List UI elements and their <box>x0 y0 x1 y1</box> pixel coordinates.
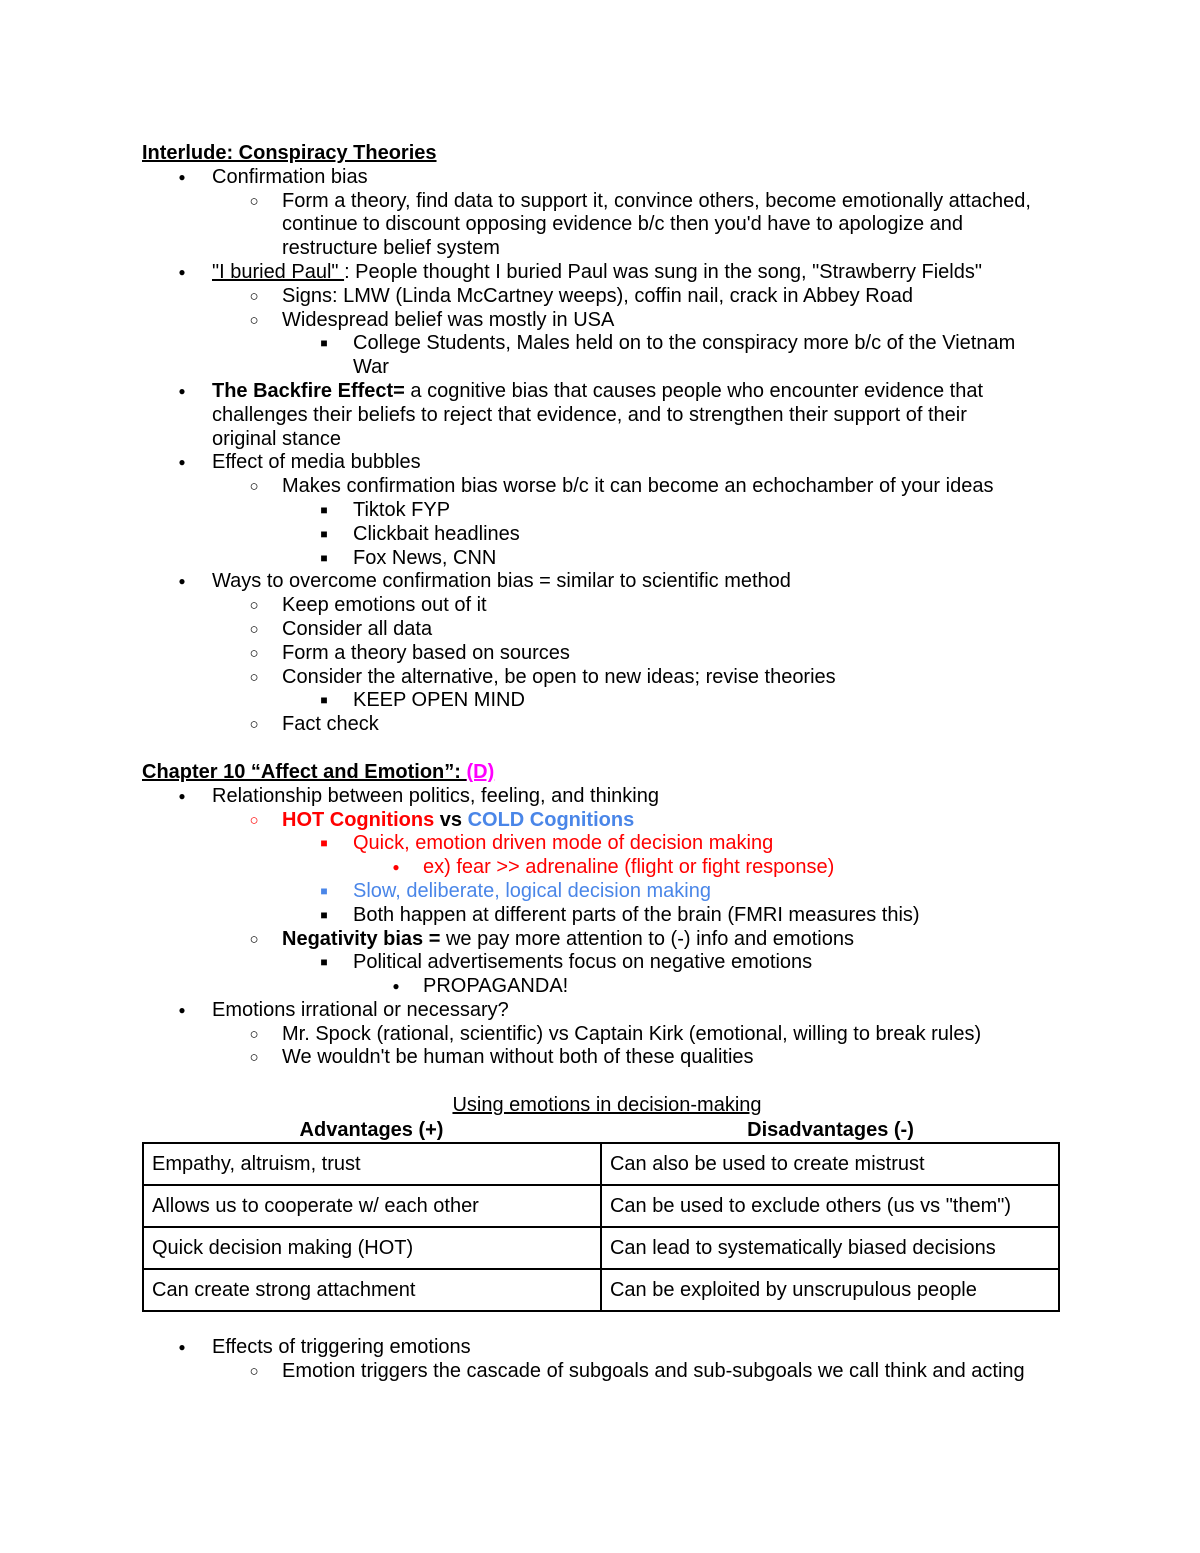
bullet-square-icon: ■ <box>320 836 328 851</box>
bullet-circle-icon: ○ <box>249 1049 259 1067</box>
table-row <box>143 1227 1059 1269</box>
bullet-dot-icon: ● <box>392 860 400 875</box>
table-column-headers <box>142 1118 1060 1142</box>
table-cell-disadvantage: Can be exploited by unscrupulous people <box>601 1269 1059 1311</box>
table-row <box>143 1269 1059 1311</box>
list-item: ○ Form a theory, find data to support it, convince others, become emotionally attached, <box>142 190 1072 214</box>
bullet-dot-icon: ● <box>178 1002 186 1017</box>
emotions-table <box>142 1142 1060 1312</box>
list-item: ■ KEEP OPEN MIND <box>142 689 1072 713</box>
bullet-square-icon: ■ <box>320 955 328 970</box>
list-item: ○ Negativity bias = we pay more attention to (-) info and emotions <box>142 928 1072 952</box>
table-cell-disadvantage: Can also be used to create mistrust <box>601 1143 1059 1185</box>
bullet-dot-icon: ● <box>178 574 186 589</box>
list-item: ○ Consider the alternative, be open to new ideas; revise theories <box>142 666 1072 690</box>
list-item: ● Relationship between politics, feeling, and thinking <box>142 785 1072 809</box>
list-item: ○ Consider all data <box>142 618 1072 642</box>
list-item: ■ Quick, emotion driven mode of decision making <box>142 832 1072 856</box>
bullet-circle-icon: ○ <box>249 620 259 638</box>
column-header-advantages: Advantages (+) <box>299 1119 444 1142</box>
spacer <box>142 1312 1072 1336</box>
bullet-square-icon: ■ <box>320 526 328 541</box>
cold-cognitions-term: COLD Cognitions <box>467 808 635 831</box>
bullet-circle-icon: ○ <box>249 644 259 662</box>
list-item: ■ Political advertisements focus on negative emotions <box>142 951 1072 975</box>
list-item: ● Effect of media bubbles <box>142 451 1072 475</box>
bullet-dot-icon: ● <box>178 1340 186 1355</box>
list-item-continuation: challenges their beliefs to reject that evidence, and to strengthen their support of their <box>212 403 967 426</box>
hot-cognitions-term: HOT Cognitions <box>282 808 435 831</box>
bullet-dot-icon: ● <box>178 169 186 184</box>
list-item: ○ Makes confirmation bias worse b/c it can become an echochamber of your ideas <box>142 475 1072 499</box>
section-heading-conspiracy: Interlude: Conspiracy Theories <box>142 142 437 164</box>
bullet-circle-icon: ○ <box>249 287 259 305</box>
bullet-square-icon: ■ <box>320 693 328 708</box>
list-item: ○ HOT Cognitions vs COLD Cognitions <box>142 809 1072 833</box>
bullet-square-icon: ■ <box>320 883 328 898</box>
bullet-circle-icon: ○ <box>249 311 259 329</box>
list-item-continuation: continue to discount opposing evidence b/c then you'd have to apologize and <box>282 213 963 236</box>
bullet-square-icon: ■ <box>320 502 328 517</box>
list-item: ■ Slow, deliberate, logical decision making <box>142 880 1072 904</box>
list-item-continuation: restructure belief system <box>282 237 500 260</box>
list-item-continuation: original stance <box>212 427 341 450</box>
bullet-dot-icon: ● <box>178 383 186 398</box>
bullet-dot-icon: ● <box>392 979 400 994</box>
backfire-term: The Backfire Effect= <box>212 379 405 402</box>
list-item: ● Confirmation bias <box>142 166 1072 190</box>
list-item: ● Ways to overcome confirmation bias = similar to scientific method <box>142 570 1072 594</box>
bullet-dot-icon: ● <box>178 264 186 279</box>
list-item: ● Effects of triggering emotions <box>142 1336 1072 1360</box>
list-item: ○ Mr. Spock (rational, scientific) vs Captain Kirk (emotional, willing to break rules) <box>142 1023 1072 1047</box>
list-item-continuation: War <box>353 356 389 379</box>
list-item: ○ Form a theory based on sources <box>142 642 1072 666</box>
table-row <box>143 1143 1059 1185</box>
table-cell-advantage: Quick decision making (HOT) <box>143 1227 601 1269</box>
list-item: ● "I buried Paul" : People thought I buried Paul was sung in the song, "Strawberry Fields" <box>142 261 1072 285</box>
document-content <box>142 142 1072 1384</box>
list-item: ● The Backfire Effect= a cognitive bias that causes people who encounter evidence that <box>142 380 1072 404</box>
bullet-circle-icon: ○ <box>249 597 259 615</box>
bullet-square-icon: ■ <box>320 336 328 351</box>
bullet-circle-icon: ○ <box>249 478 259 496</box>
list-item: ● ex) fear >> adrenaline (flight or fight response) <box>142 856 1072 880</box>
table-caption: Using emotions in decision-making <box>452 1094 762 1117</box>
buried-paul-term: "I buried Paul" <box>212 260 345 283</box>
bullet-circle-icon: ○ <box>249 1025 259 1043</box>
list-item: ■ College Students, Males held on to the conspiracy more b/c of the Vietnam <box>142 332 1072 356</box>
table-row <box>143 1185 1059 1227</box>
bullet-circle-icon: ○ <box>249 930 259 948</box>
bullet-square-icon: ■ <box>320 550 328 565</box>
list-item: ■ Tiktok FYP <box>142 499 1072 523</box>
negativity-bias-term: Negativity bias = <box>282 927 441 950</box>
table-cell-advantage: Can create strong attachment <box>143 1269 601 1311</box>
list-item: ● Emotions irrational or necessary? <box>142 999 1072 1023</box>
heading-tag: (D) <box>466 760 495 783</box>
section-heading-chapter-10: Chapter 10 “Affect and Emotion”: (D) <box>142 760 495 783</box>
list-item: ■ Clickbait headlines <box>142 523 1072 547</box>
list-item: ○ Widespread belief was mostly in USA <box>142 309 1072 333</box>
bullet-circle-icon: ○ <box>249 811 259 829</box>
spacer <box>142 1070 1072 1094</box>
table-cell-advantage: Allows us to cooperate w/ each other <box>143 1185 601 1227</box>
list-item: ○ Emotion triggers the cascade of subgoals and sub-subgoals we call think and acting <box>142 1360 1072 1384</box>
table-cell-advantage: Empathy, altruism, trust <box>143 1143 601 1185</box>
list-item: ■ Both happen at different parts of the brain (FMRI measures this) <box>142 904 1072 928</box>
table-cell-disadvantage: Can be used to exclude others (us vs "them") <box>601 1185 1059 1227</box>
list-item: ○ Keep emotions out of it <box>142 594 1072 618</box>
bullet-circle-icon: ○ <box>249 716 259 734</box>
list-item: ○ Fact check <box>142 713 1072 737</box>
bullet-dot-icon: ● <box>178 788 186 803</box>
list-item: ○ We wouldn't be human without both of these qualities <box>142 1046 1072 1070</box>
bullet-square-icon: ■ <box>320 907 328 922</box>
bullet-dot-icon: ● <box>178 455 186 470</box>
column-header-disadvantages: Disadvantages (-) <box>747 1119 914 1142</box>
list-item: ■ Fox News, CNN <box>142 547 1072 571</box>
bullet-circle-icon: ○ <box>249 192 259 210</box>
list-item: ○ Signs: LMW (Linda McCartney weeps), coffin nail, crack in Abbey Road <box>142 285 1072 309</box>
list-item: ● PROPAGANDA! <box>142 975 1072 999</box>
bullet-circle-icon: ○ <box>249 668 259 686</box>
table-cell-disadvantage: Can lead to systematically biased decisions <box>601 1227 1059 1269</box>
spacer <box>142 737 1072 761</box>
bullet-circle-icon: ○ <box>249 1362 259 1380</box>
